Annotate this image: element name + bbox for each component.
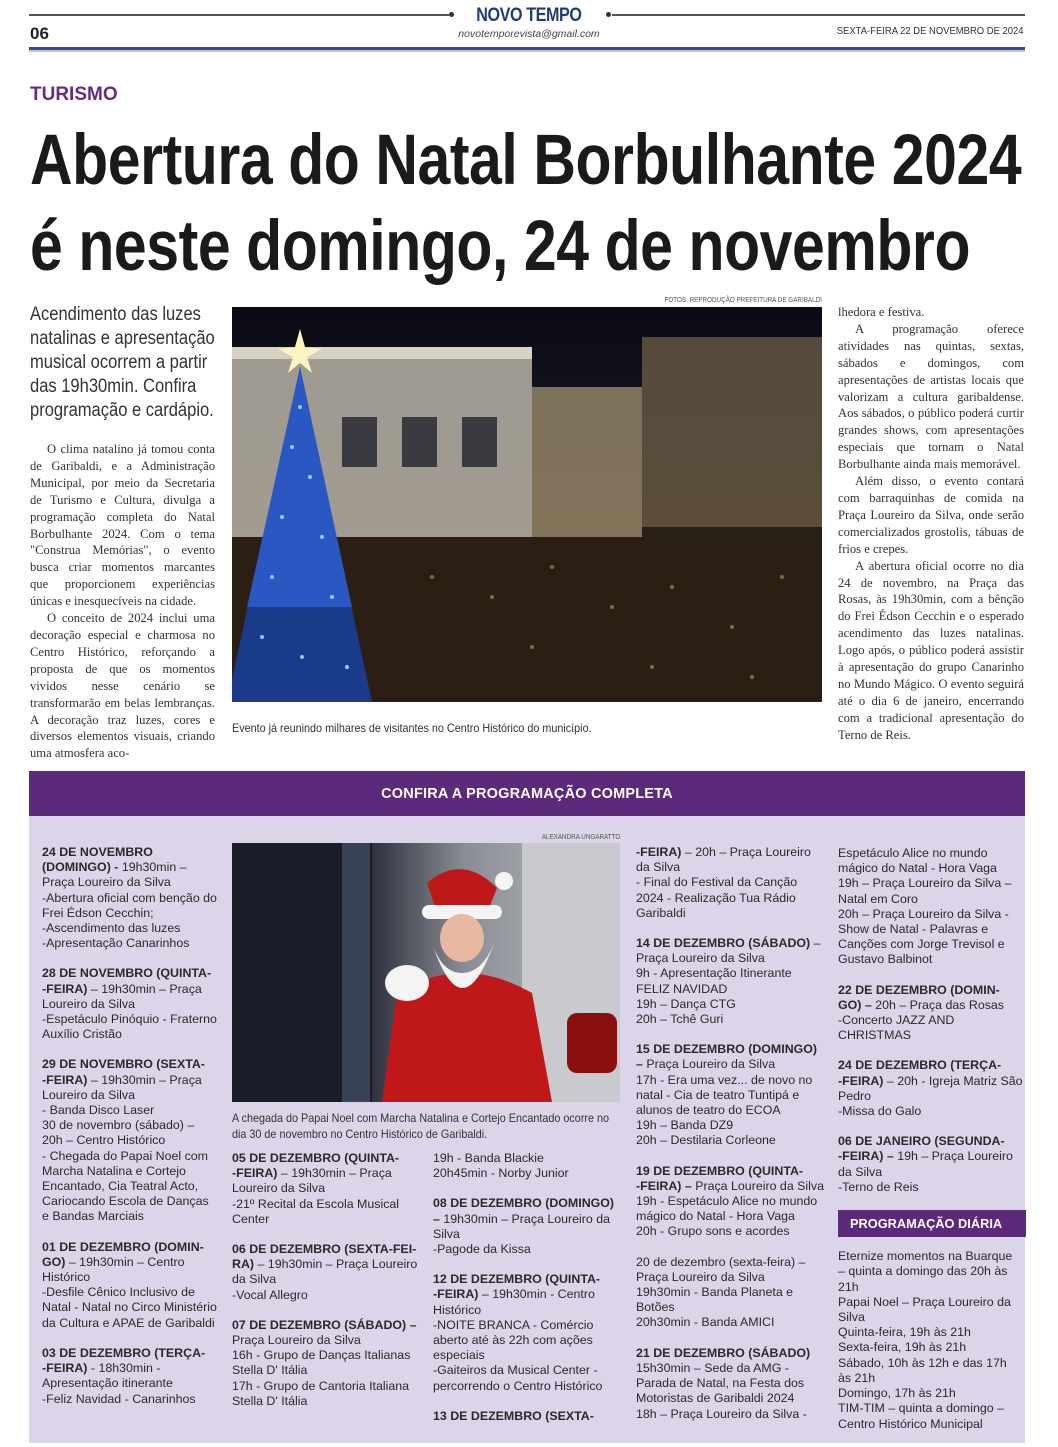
program-entry-details: – 19h30min – Praça Loureiro da Silva -Vocal Allegro [232, 1257, 418, 1302]
program-entry [42, 1057, 218, 1224]
program-entry-date: 24 DE DEZEMBRO (TERÇA- -FEIRA) [838, 1058, 1002, 1088]
program-entry-date: 13 DE DEZEMBRO (SEXTA- [433, 1408, 594, 1423]
program-entry-details: 19h – Praça Loureiro da Silva -Terno de Reis [838, 1149, 1013, 1194]
program-column-2 [232, 1151, 422, 1424]
paragraph: O clima natalino já tomou conta de Garibaldi, e a Administração Municipal, por meio da Secretaria de Turismo e Cultura, divulga a programação completa do Natal Borbulhante 2024. Com o tema "Construa Memórias", o evento busca criar momentos marcantes que proporcionem experiências únicas e inesquecíveis na cidade. [30, 442, 215, 609]
article-body-right [838, 304, 1024, 744]
program-entry [232, 1242, 422, 1303]
program-photo-credit: ALEXANDRA UNGARATTO [541, 834, 620, 841]
program-entry [636, 1346, 824, 1422]
subheadline: Acendimento das luzes natalinas e apresentação musical ocorrem a partir das 19h30min. Confira programação e cardápio. [30, 304, 215, 421]
program-entry [636, 1255, 824, 1331]
program-entry [42, 1240, 218, 1331]
photo-credit: FOTOS: REPRODUÇÃO PREFEITURA DE GARIBALDI [664, 297, 822, 304]
program-entry [42, 1346, 218, 1407]
program-entry [838, 983, 1024, 1044]
program-entry-date: 12 DE DEZEMBRO (QUINTA- -FEIRA) [433, 1272, 601, 1302]
program-entry [232, 1151, 422, 1227]
header-divider [29, 47, 1025, 52]
page-number: 06 [30, 24, 49, 43]
program-column-5 [838, 846, 1024, 1447]
program-entry-details: Praça Loureiro da Silva 17h - Era uma vez... de novo no natal - Cia de teatro Tuntipá e alunos de teatro do ECOA 19h – Banda DZ9 20h – Destilaria Corleone [636, 1057, 813, 1148]
program-column-3 [433, 1151, 623, 1439]
program-entry-details: 15h30min – Sede da AMG - Parada de Natal, na Festa dos Motoristas de Garibaldi 2024 18h – Praça Loureiro da Silva - [636, 1360, 807, 1421]
program-photo-caption: A chegada do Papai Noel com Marcha Natalina e Cortejo Encantado ocorre no dia 30 de novembro no Centro Histórico de Garibaldi. [232, 1111, 610, 1141]
program-entry-date: 28 DE NOVEMBRO (QUINTA- -FEIRA) [42, 966, 212, 996]
newspaper-logo: NOVO TEMPO [476, 5, 582, 26]
issue-date: SEXTA-FEIRA 22 DE NOVEMBRO DE 2024 [837, 25, 1024, 37]
program-entry-date: -FEIRA) [636, 845, 682, 859]
christmas-tree-photo [232, 307, 822, 702]
daily-program-title: PROGRAMAÇÃO DIÁRIA [838, 1210, 1026, 1237]
program-entry-details: 20 de dezembro (sexta-feira) – Praça Loureiro da Silva 19h30min - Banda Planeta e Botões 20h30min - Banda AMICI [636, 1254, 806, 1330]
paragraph: A programação oferece atividades nas quintas, sextas, sábados e domingos, com apresentações de artistas locais que valorizam a cultura garibaldense. Aos sábados, o público poderá curtir grandes shows, com apresentações especiais que tornam o Natal Borbulhante ainda mais memorável. [838, 321, 1024, 472]
program-column-4 [636, 845, 824, 1437]
program-entry-date: 14 DE DEZEMBRO (SÁBADO) [636, 936, 811, 951]
headline [30, 118, 1021, 290]
program-entry-details: – 19h30min – Praça Loureiro da Silva -21º Recital da Escola Musical Center [232, 1166, 400, 1226]
program-entry [636, 936, 824, 1027]
program-entry-date: 01 DE DEZEMBRO (DOMIN- GO) [42, 1239, 204, 1269]
program-entry [636, 1042, 824, 1148]
program-entry-date: 24 DE NOVEMBRO (DOMINGO) - [42, 845, 153, 875]
program-entry-date: 08 DE DEZEMBRO (DOMINGO) – [433, 1196, 615, 1226]
program-entry [636, 1164, 824, 1240]
program-entry [433, 1272, 623, 1394]
photo-illustration [232, 843, 620, 1102]
section-label: TURISMO [30, 84, 118, 105]
program-entry-details: – Praça Loureiro da Silva 9h - Apresentação Itinerante FELIZ NAVIDAD 19h – Dança CTG 20h – Tchê Guri [636, 936, 821, 1027]
paragraph: Além disso, o evento contará com barraquinhas de comida na Praça Loureiro da Silva, onde serão comercializados grostolis, tábuas de frios e crepes. [838, 474, 1024, 556]
program-entry-details: 19h30min – Praça Loureiro da Silva -Abertura oficial com benção do Frei Édson Cecchin; -Ascendimento das luzes -Apresentação Canarinhos [42, 860, 217, 951]
paragraph: A abertura oficial ocorre no dia 24 de novembro, na Praça das Rosas, às 19h30min, com a bênção do Frei Édson Cecchin e o esperado acendimento das luzes natalinas. Logo após, o público poderá assistir à apresentação do grupo Canarinho no Mundo Mágico. O evento seguirá até o dia 6 de janeiro, encerrando com a tradicional apresentação do Terno de Reis. [838, 558, 1024, 742]
program-entry-details: – 19h30min - Centro Histórico -NOITE BRANCA - Comércio aberto até às 22h com ações especiais -Gaiteiros da Musical Center - percorrendo o Centro Histórico [433, 1287, 603, 1393]
program-entry-date: 06 DE DEZEMBRO (SEXTA-FEI- RA) [232, 1242, 417, 1272]
program-entry [433, 1151, 623, 1181]
photo-illustration [232, 307, 822, 702]
newspaper-email: novotemporevista@gmail.com [458, 28, 600, 40]
article-body-left [30, 441, 215, 762]
program-entry [42, 966, 218, 1042]
program-entry-details: Praça Loureiro da Silva 16h - Grupo de Danças Italianas Stella D' Itália 17h - Grupo de Cantoria Italiana Stella D' Itália [232, 1333, 411, 1408]
headline-line-1: Abertura do Natal Borbulhante 2024 [30, 121, 1022, 200]
program-entry-date: 22 DE DEZEMBRO (DOMIN- GO) – [838, 982, 1000, 1012]
program-entry [433, 1196, 623, 1257]
program-title: CONFIRA A PROGRAMAÇÃO COMPLETA [29, 771, 1025, 816]
program-entry-details: – 19h30min – Praça Loureiro da Silva -Espetáculo Pinóquio - Fraterno Auxílio Cristão [42, 981, 217, 1042]
program-entry-details: 19h30min – Praça Loureiro da Silva -Pagode da Kissa [433, 1211, 611, 1257]
program-entry-details: 19h - Banda Blackie 20h45min - Norby Junior [433, 1151, 569, 1181]
program-entry-date: 06 DE JANEIRO (SEGUNDA- -FEIRA) – [838, 1134, 1005, 1164]
program-entry-date: 21 DE DEZEMBRO (SÁBADO) [636, 1345, 811, 1360]
program-column-1 [42, 845, 218, 1422]
program-entry-date: 19 DE DEZEMBRO (QUINTA- -FEIRA) – [636, 1163, 804, 1193]
program-entry [232, 1318, 422, 1409]
program-entry-details: – 19h30min – Centro Histórico -Desfile Cênico Inclusivo de Natal - Natal no Circo Ministério da Cultura e APAE de Garibaldi [42, 1254, 217, 1330]
santa-claus-photo [232, 843, 620, 1102]
program-entry-details: Espetáculo Alice no mundo mágico do Natal - Hora Vaga 19h – Praça Loureiro da Silva – Natal em Coro 20h – Praça Loureiro da Silva - Show de Natal - Palavras e Canções com Jorge Trevisol e Gustavo Balbinot [838, 846, 1012, 967]
program-entry-details: Praça Loureiro da Silva 19h - Espetáculo Alice no mundo mágico do Natal - Hora Vaga 20h - Grupo sons e acordes [636, 1178, 825, 1239]
program-entry [636, 845, 824, 921]
program-entry-date: 15 DE DEZEMBRO (DOMINGO) – [636, 1042, 818, 1072]
program-entry-date: 03 DE DEZEMBRO (TERÇA- -FEIRA) [42, 1345, 206, 1376]
program-entry [838, 1058, 1024, 1119]
program-entry-date: 07 DE DEZEMBRO (SÁBADO) – [232, 1317, 417, 1332]
program-entry-details: – 20h - Igreja Matriz São Pedro -Missa do Galo [838, 1073, 1023, 1119]
program-entry-details: - 18h30min - Apresentação itinerante -Feliz Navidad - Canarinhos [42, 1361, 196, 1406]
program-entry [838, 846, 1024, 968]
photo-caption: Evento já reunindo milhares de visitantes no Centro Histórico do município. [232, 721, 592, 735]
paragraph: O conceito de 2024 inclui uma decoração especial e charmosa no Centro Histórico, reforçando a proposta de que os momentos vividos nesse cenário se transformarão em belas lembranças. A decoração traz luzes, cores e diversos elementos visuais, criando uma atmosfera aco- [30, 611, 215, 761]
program-entry-details: – 19h30min – Praça Loureiro da Silva - Banda Disco Laser 30 de novembro (sábado) – 20h – Centro Histórico - Chegada do Papai Noel com Marcha Natalina e Cortejo Encantado, Cia Teatral Acto, Cariocando Escola de Danças e Bandas Marciais [42, 1072, 209, 1224]
headline-line-2: é neste domingo, 24 de novembro [30, 207, 971, 286]
program-entry-date: 29 DE NOVEMBRO (SEXTA- -FEIRA) [42, 1057, 205, 1087]
program-entry-details: – 20h – Praça Loureiro da Silva - Final do Festival da Canção 2024 - Realização Tua Rádio Garibaldi [636, 845, 811, 920]
daily-program-text: Eternize momentos na Buarque – quinta a domingo das 20h às 21h Papai Noel – Praça Loureiro da Silva Quinta-feira, 19h às 21h Sexta-feira, 19h às 21h Sábado, 10h às 12h e das 17h às 21h Domingo, 17h às 21h TIM-TIM – quinta a domingo – Centro Histórico Municipal [838, 1249, 1013, 1431]
program-entry-date: 05 DE DEZEMBRO (QUINTA- -FEIRA) [232, 1151, 400, 1181]
program-entry [42, 845, 218, 951]
paragraph: lhedora e festiva. [838, 305, 925, 319]
program-entry [433, 1409, 623, 1424]
program-entry-details: 20h – Praça das Rosas -Concerto JAZZ AND CHRISTMAS [838, 997, 1004, 1043]
program-entry [838, 1134, 1024, 1195]
